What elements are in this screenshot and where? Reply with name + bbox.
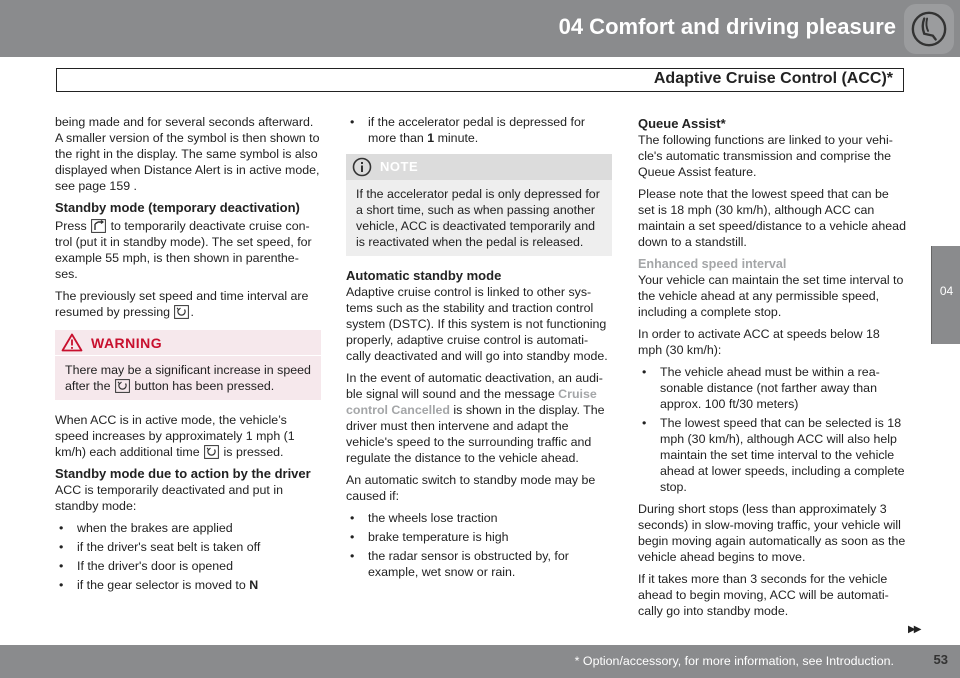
bullet-list: [55, 520, 321, 593]
list-item: • when the brakes are applied: [55, 520, 321, 536]
note-title: NOTE: [380, 159, 419, 174]
paragraph: During short stops (less than approximately 3 seconds) in slow-moving traffic, your vehicle will begin moving again automatically as soon as the vehicle ahead begins to move.: [638, 502, 906, 564]
note-box: [346, 154, 612, 256]
text-fragment: Press: [55, 219, 87, 233]
paragraph: If it takes more than 3 seconds for the vehicle ahead to begin moving, ACC will be automati- cally go into standby mode.: [638, 572, 889, 618]
paragraph: [55, 288, 321, 320]
paragraph: The following functions are linked to your vehi- cle's automatic transmission and comprise the Queue Assist feature.: [638, 133, 893, 179]
paragraph: Your vehicle can maintain the set time interval to the vehicle ahead at any permissible speed, including a complete stop.: [638, 273, 904, 319]
text-fragment: In the event of automatic deactivation, an audi- ble signal will sound and the message: [346, 371, 603, 401]
chapter-tab: [931, 246, 960, 344]
text-fragment: if the gear selector is moved to: [77, 578, 246, 592]
column-2: [346, 114, 612, 586]
heading-standby-mode: Standby mode (temporary deactivation): [55, 200, 300, 215]
chapter-title: 04 Comfort and driving pleasure: [558, 14, 896, 39]
continue-arrows-icon: ▶▶: [908, 624, 920, 635]
list-item: [346, 114, 612, 146]
resume-button-icon: [115, 379, 130, 393]
list-item: • brake temperature is high: [346, 529, 612, 545]
bullet-list: [346, 114, 612, 146]
paragraph: An automatic switch to standby mode may be caused if:: [346, 473, 596, 503]
text-fragment: .: [190, 305, 194, 319]
info-icon: [352, 157, 372, 177]
cruise-control-button-icon: [91, 219, 106, 233]
text-fragment: is pressed.: [223, 445, 284, 459]
gear-position: N: [249, 578, 259, 592]
display-message: Cruise control Cancelled: [346, 387, 597, 417]
text-fragment: is shown in the display. The driver must then intervene and adapt the vehicle's speed to the surrounding traffic and regulate the distance to the vehicle ahead.: [346, 403, 605, 465]
resume-button-icon: [204, 445, 219, 459]
bullet-list: [346, 510, 612, 580]
list-item: • The lowest speed that can be selected is 18 mph (30 km/h), although ACC will also help maintain the set time interval to the vehicle ahead at lower speeds, including a complete stop.: [638, 415, 906, 495]
text-fragment: There may be a significant increase in speed after the: [65, 363, 311, 393]
warning-title: WARNING: [91, 334, 163, 351]
text-fragment: The previously set speed and time interval are resumed by pressing: [55, 289, 309, 319]
paragraph: ACC is temporarily deactivated and put in standby mode:: [55, 483, 283, 513]
footer-bar: [0, 645, 960, 678]
list-item: • if the driver's seat belt is taken off: [55, 539, 321, 555]
text-fragment: When ACC is in active mode, the vehicle’s speed increases by approximately 1 mph (1 km/h) each additional time: [55, 413, 295, 459]
paragraph: [55, 412, 321, 460]
resume-button-icon: [174, 305, 189, 319]
warning-triangle-icon: [61, 333, 83, 352]
chapter-tab-label: 04: [939, 284, 954, 298]
footer-note: * Option/accessory, for more information, see Introduction.: [574, 654, 894, 668]
section-title: Adaptive Cruise Control (ACC)*: [653, 70, 893, 87]
note-header: [346, 154, 612, 180]
heading-enhanced-speed: Enhanced speed interval: [638, 257, 787, 271]
text-fragment: button has been pressed.: [134, 379, 275, 393]
warning-text: [55, 356, 321, 400]
list-item: • the wheels lose traction: [346, 510, 612, 526]
text-fragment: if the accelerator pedal is depressed for more than: [368, 115, 585, 145]
note-text: If the accelerator pedal is only depressed for a short time, such as when passing another vehicle, ACC is deactivated temporarily and is reactivated when the pedal is released.: [356, 187, 600, 249]
warning-box: [55, 330, 321, 400]
paragraph: [346, 370, 612, 466]
list-item: • If the driver's door is opened: [55, 558, 321, 574]
text-fragment: minute.: [437, 131, 479, 145]
list-item: • the radar sensor is obstructed by, for example, wet snow or rain.: [346, 548, 612, 580]
paragraph: Please note that the lowest speed that can be set is 18 mph (30 km/h), although ACC can maintain a set speed/distance to a vehicle ahead down to a standstill.: [638, 187, 906, 249]
list-item: [55, 577, 321, 593]
section-header: [56, 68, 904, 92]
warning-header: [55, 330, 321, 356]
paragraph: being made and for several seconds afterward. A smaller version of the symbol is then shown to the right in the display. The same symbol is also displayed when Distance Alert is in active mode, see page 159 .: [55, 115, 320, 193]
heading-automatic-standby: Automatic standby mode: [346, 268, 502, 283]
column-3: [638, 114, 906, 625]
heading-queue-assist: Queue Assist*: [638, 116, 726, 131]
heading-standby-driver: Standby mode due to action by the driver: [55, 466, 311, 481]
page-number: 53: [933, 652, 948, 667]
text-fragment: to temporarily deactivate cruise con- trol (put it in standby mode). The set speed, for example 55 mph, is then shown in parenthe- ses.: [55, 219, 312, 281]
emphasis: 1: [427, 131, 435, 145]
paragraph: [55, 218, 321, 282]
paragraph: In order to activate ACC at speeds below 18 mph (30 km/h):: [638, 327, 880, 357]
seat-icon: [904, 4, 954, 54]
bullet-list: [638, 364, 906, 495]
column-1: [55, 114, 321, 599]
list-item: • The vehicle ahead must be within a rea- sonable distance (not farther away than approx. 100 ft/30 meters): [638, 364, 906, 412]
header-bar: [0, 0, 960, 57]
paragraph: Adaptive cruise control is linked to other sys- tems such as the stability and traction control system (DSTC). If this system is not functioning properly, adaptive cruise control is automati- cally deactivated and will go into standby mode.: [346, 285, 608, 363]
